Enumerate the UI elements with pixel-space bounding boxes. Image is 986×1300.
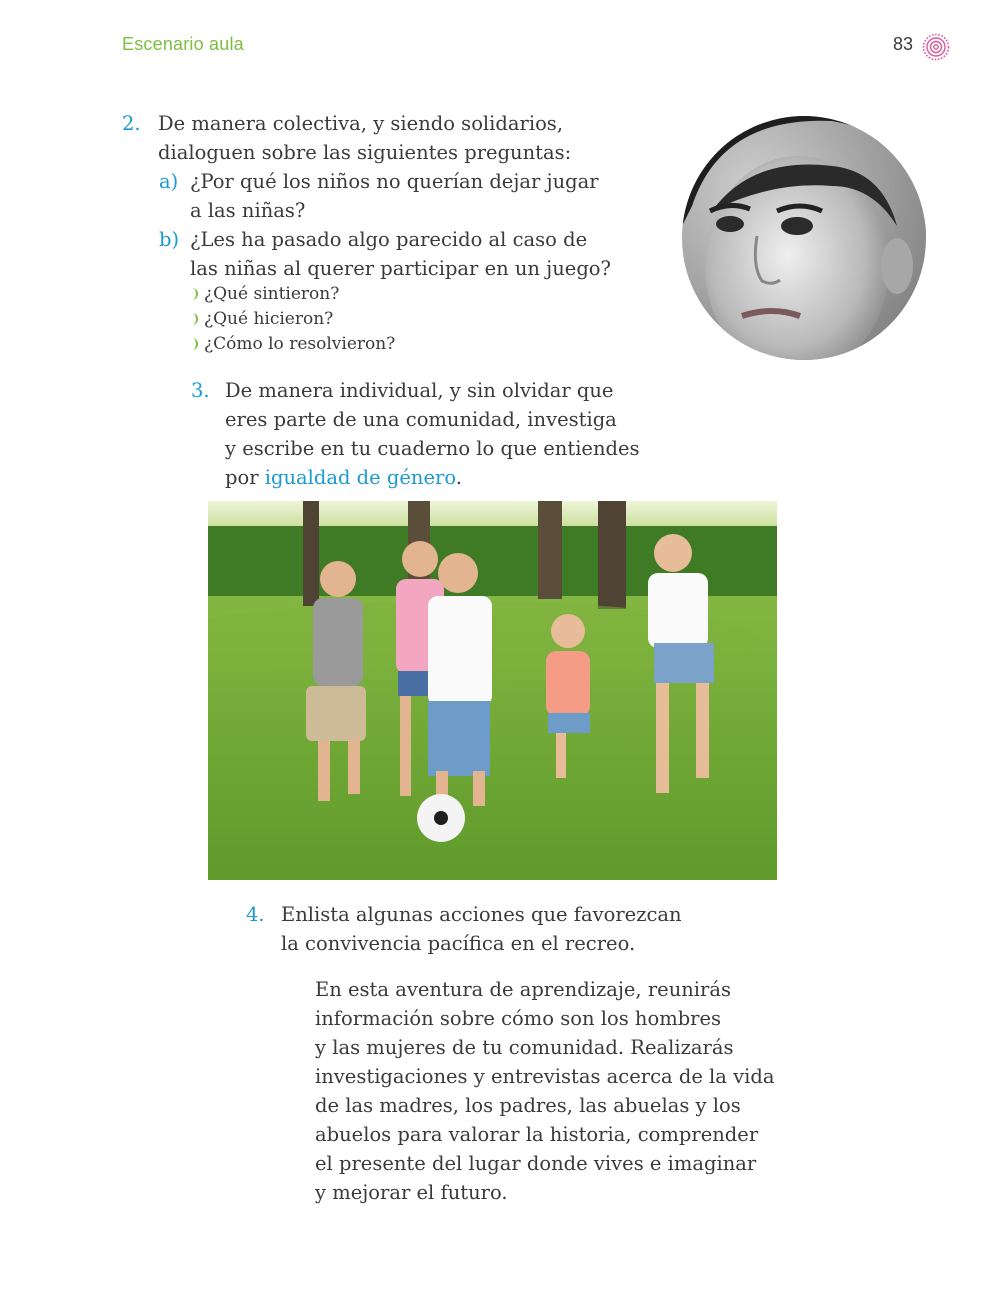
text-prefix: por (225, 466, 265, 489)
paragraph-line: y mejorar el futuro. (315, 1181, 508, 1204)
paragraph-line: el presente del lugar donde vives e imaginar (315, 1152, 757, 1175)
paragraph-line: de las madres, los padres, las abuelas y los (315, 1094, 741, 1117)
bullet-icon (190, 338, 198, 350)
question-number: 3. (191, 379, 210, 402)
closing-paragraph (315, 975, 795, 1207)
question-text-line: dialoguen sobre las siguientes preguntas: (158, 141, 572, 164)
bullet-icon (190, 313, 198, 325)
text-suffix: . (455, 466, 462, 489)
paragraph-line: y las mujeres de tu comunidad. Realizarás (315, 1036, 734, 1059)
flower-ornament-icon (922, 33, 950, 61)
subquestion-text-line: a las niñas? (190, 199, 306, 222)
question-text-line: De manera colectiva, y siendo solidarios, (158, 112, 564, 135)
question-text-line (225, 463, 640, 492)
question-text-line: eres parte de una comunidad, investiga (225, 408, 617, 431)
children-playing-soccer-photo (208, 501, 777, 880)
question-text-line: y escribe en tu cuaderno lo que entiendes (225, 437, 640, 460)
subquestion-text-line: ¿Por qué los niños no querían dejar jugar (190, 170, 599, 193)
glossary-term-link[interactable]: igualdad de género (264, 466, 456, 489)
bullet-text: ¿Qué hicieron? (204, 309, 334, 329)
bullet-text: ¿Qué sintieron? (204, 284, 340, 304)
bullet-icon (190, 288, 198, 300)
question-number: 4. (246, 903, 265, 926)
question-text-line: Enlista algunas acciones que favorezcan (281, 903, 682, 926)
subquestion-text-line: las niñas al querer participar en un juego? (190, 257, 612, 280)
page-number: 83 (893, 34, 914, 54)
paragraph-line: investigaciones y entrevistas acerca de la vida (315, 1065, 775, 1088)
question-text-line: De manera individual, y sin olvidar que (225, 379, 614, 402)
bullet-item (190, 282, 395, 307)
boy-portrait-photo (682, 116, 926, 360)
bullet-item (190, 307, 395, 332)
question-number: 2. (122, 112, 141, 135)
subquestion-text-line: ¿Les ha pasado algo parecido al caso de (190, 228, 588, 251)
bullet-item (190, 332, 395, 357)
section-title: Escenario aula (122, 34, 244, 54)
subquestion-letter: a) (159, 170, 179, 193)
paragraph-line: información sobre cómo son los hombres (315, 1007, 722, 1030)
paragraph-line: En esta aventura de aprendizaje, reunirás (315, 978, 732, 1001)
question-text-line: la convivencia pacífica en el recreo. (281, 932, 636, 955)
bullet-text: ¿Cómo lo resolvieron? (204, 334, 396, 354)
paragraph-line: abuelos para valorar la historia, comprender (315, 1123, 759, 1146)
subquestion-letter: b) (159, 228, 180, 251)
